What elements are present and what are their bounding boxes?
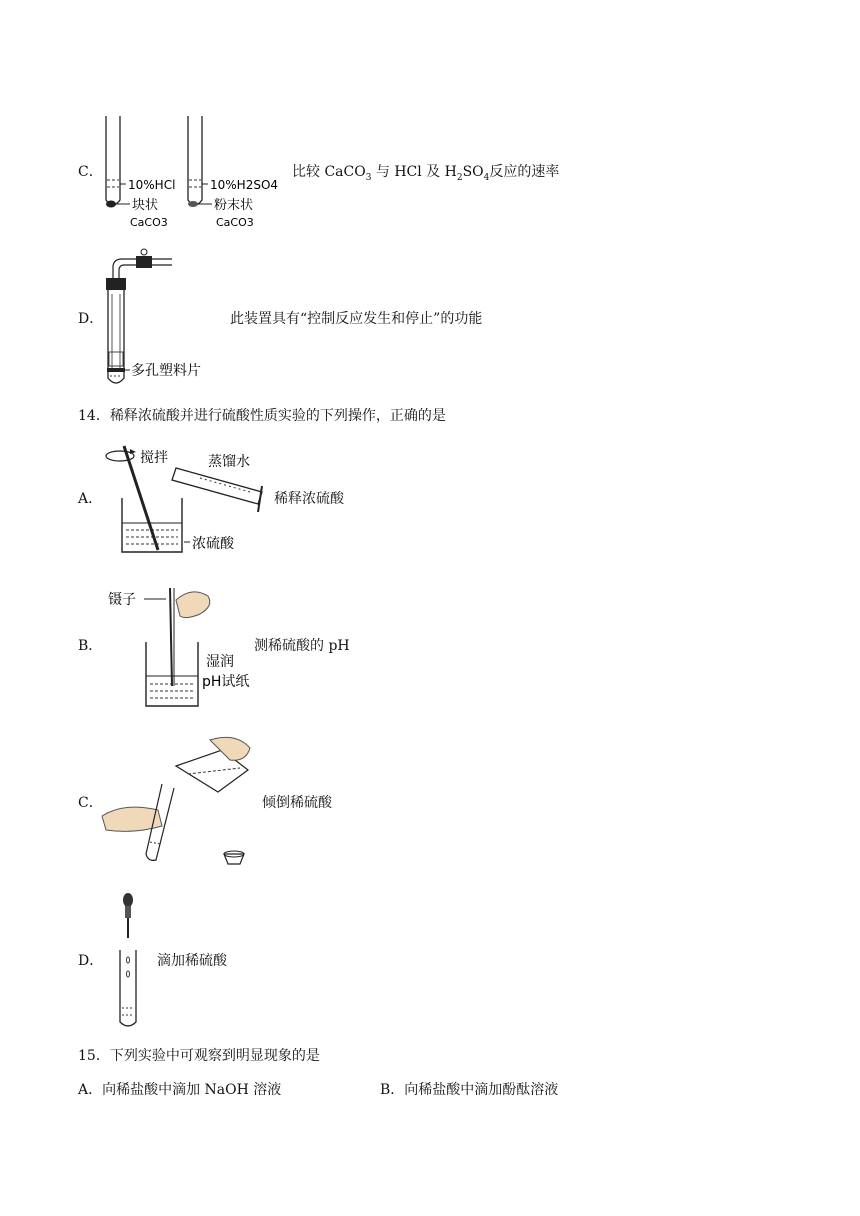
q14-stem: 14．稀释浓硫酸并进行硫酸性质实验的下列操作，正确的是 (78, 408, 446, 424)
q15-option-b: B．向稀盐酸中滴加酚酞溶液 (380, 1082, 559, 1098)
tube1-acid-label: 10%HCl (128, 178, 176, 192)
wet-label: 湿润 (206, 654, 234, 670)
water-label: 蒸馏水 (208, 454, 250, 470)
tube1-solid-label: 块状 (132, 198, 159, 213)
dilution-figure (100, 440, 272, 564)
stir-label: 搅拌 (140, 450, 168, 466)
dropper-figure (108, 890, 148, 1030)
conc-acid-label: 浓硫酸 (192, 536, 234, 552)
gas-generator-figure (100, 244, 230, 390)
ph-test-figure (100, 580, 256, 712)
q14-option-c-text: 倾倒稀硫酸 (262, 795, 332, 811)
tweezers-label: 镊子 (108, 592, 136, 608)
q14-option-d-label: D． (78, 953, 104, 969)
q14-option-d-text: 滴加稀硫酸 (157, 953, 227, 969)
ph-paper-label: pH试纸 (202, 674, 250, 690)
option-d-label: D． (78, 311, 104, 327)
option-d-text: 此装置具有“控制反应发生和停止”的功能 (230, 311, 483, 327)
q14-option-a-label: A． (78, 491, 103, 507)
pouring-figure (100, 730, 260, 872)
tube2-caco3-label: CaCO3 (216, 216, 254, 229)
q14-option-c-label: C． (78, 795, 103, 811)
q14-option-b-label: B． (78, 638, 103, 654)
q15-stem: 15．下列实验中可观察到明显现象的是 (78, 1048, 320, 1064)
option-c-label: C． (78, 164, 103, 180)
q14-option-a-text: 稀释浓硫酸 (274, 491, 344, 507)
q15-option-a: A．向稀盐酸中滴加 NaOH 溶液 (78, 1082, 282, 1098)
q14-option-b-text: 测稀硫酸的 pH (254, 638, 350, 654)
option-c-text: 比较 CaCO$_3$ 与 HCl 及 $H_2SO_4$反应的速率 (292, 164, 560, 183)
test-tubes-figure (96, 112, 292, 234)
tube1-caco3-label: CaCO3 (130, 216, 168, 229)
tube2-solid-label: 粉末状 (214, 198, 254, 213)
porous-plate-label: 多孔塑料片 (131, 363, 201, 379)
tube2-acid-label: 10%H2SO4 (210, 178, 279, 192)
